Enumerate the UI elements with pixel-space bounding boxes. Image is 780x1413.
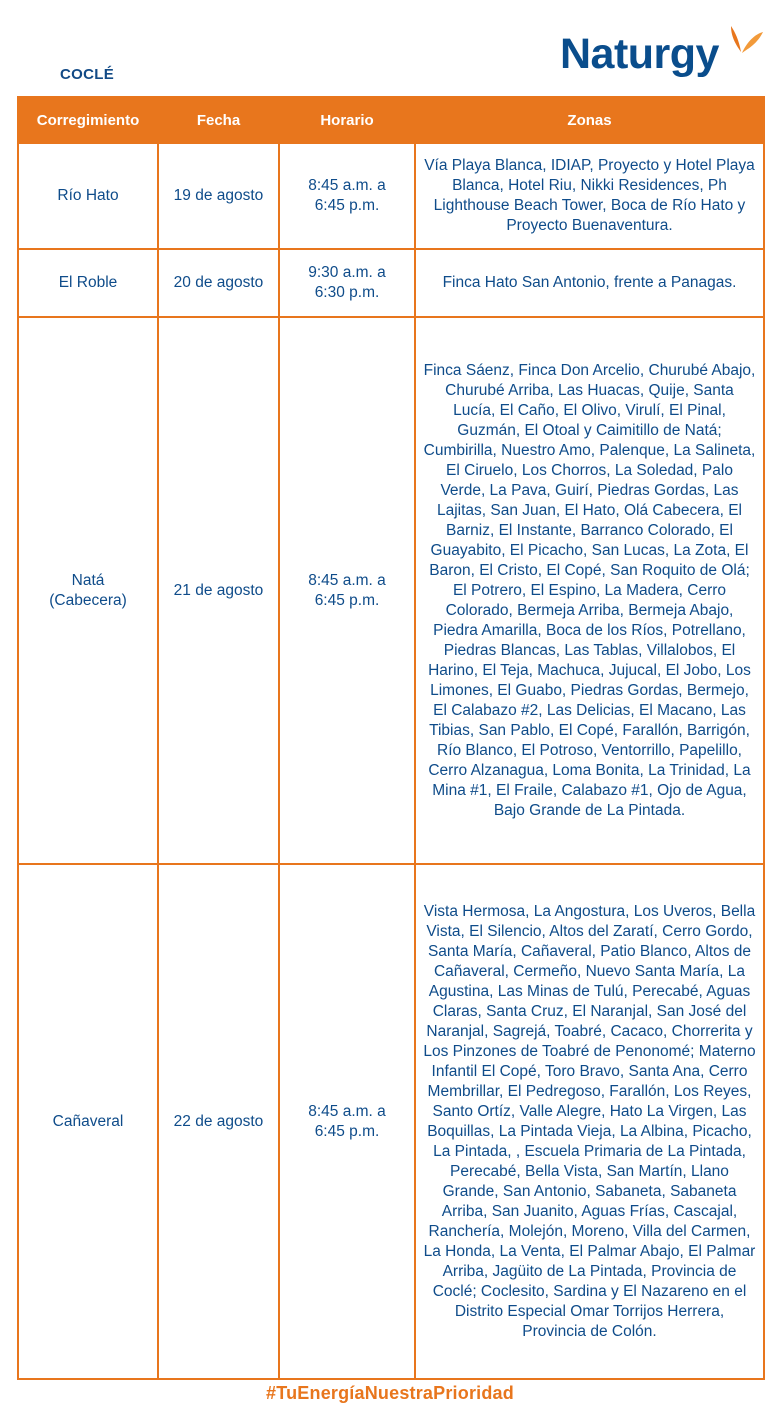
region-title: COCLÉ (60, 66, 114, 83)
cell-horario: 8:45 a.m. a 6:45 p.m. (279, 317, 415, 864)
butterfly-icon (725, 22, 765, 62)
cell-corregimiento: Natá (Cabecera) (18, 317, 158, 864)
cell-fecha: 19 de agosto (158, 143, 279, 249)
header-zonas: Zonas (415, 97, 764, 143)
table-row (18, 249, 764, 317)
cell-zonas: Finca Sáenz, Finca Don Arcelio, Churubé Abajo, Churubé Arriba, Las Huacas, Quije, Santa Lucía, El Caño, El Olivo, Virulí, El Pinal, Guzmán, El Otoal y Caimitillo de Natá; Cumbirilla, Nuestro Amo, Palenque, La Salineta, El Ciruelo, Los Chorros, La Soledad, Palo Verde, La Pava, Guirí, Piedras Gordas, Las Lajitas, San Juan, El Hato, Olá Cabecera, El Barniz, El Instante, Barranco Colorado, El Guayabito, El Picacho, San Lucas, La Zota, El Baron, El Cristo, El Copé, San Roquito de Olá; El Potrero, El Espino, La Madera, Cerro Colorado, Bermeja Arriba, Bermeja Abajo, Piedra Amarilla, Boca de los Ríos, Potrellano, Piedras Blancas, Las Tablas, Villalobos, El Harino, El Teja, Machuca, Jujucal, El Jobo, Los Limones, El Guabo, Piedras Gordas, Bermejo, El Calabazo #2, Las Delicias, El Macano, Las Tibias, San Pablo, El Copé, Farallón, Barrigón, Río Blanco, El Potroso, Ventorrillo, Papelillo, Cerro Alzanagua, Loma Bonita, La Trinidad, La Mina #1, El Fraile, Calabazo #1, Ojo de Agua, Bajo Grande de La Pintada. (415, 317, 764, 864)
cell-fecha: 21 de agosto (158, 317, 279, 864)
cell-corregimiento: Río Hato (18, 143, 158, 249)
table-row (18, 317, 764, 864)
cell-zonas: Finca Hato San Antonio, frente a Panagas. (415, 249, 764, 317)
schedule-table (17, 96, 765, 1380)
cell-fecha: 20 de agosto (158, 249, 279, 317)
table-row (18, 864, 764, 1379)
table-row (18, 143, 764, 249)
cell-corregimiento: Cañaveral (18, 864, 158, 1379)
brand-name: Naturgy (560, 30, 719, 78)
header-corregimiento: Corregimiento (18, 97, 158, 143)
cell-horario: 8:45 a.m. a 6:45 p.m. (279, 864, 415, 1379)
cell-zonas: Vista Hermosa, La Angostura, Los Uveros, Bella Vista, El Silencio, Altos del Zaratí, Cerro Gordo, Santa María, Cañaveral, Patio Blanco, Altos de Cañaveral, Cermeño, Nuevo Santa María, La Agustina, Las Minas de Tulú, Perecabé, Aguas Claras, Santa Cruz, El Naranjal, San José del Naranjal, Sagrejá, Toabré, Cacaco, Chorrerita y Los Pinzones de Toabré de Penonomé; Materno Infantil El Copé, Toro Bravo, Santa Ana, Cerro Membrillar, El Pedregoso, Farallón, Los Reyes, Santo Ortíz, Valle Alegre, Hato La Virgen, Las Boquillas, La Pintada Vieja, La Albina, Picacho, La Pintada, , Escuela Primaria de La Pintada, Perecabé, Bella Vista, San Martín, Llano Grande, San Antonio, Sabaneta, Sabaneta Arriba, San Juanito, Aguas Frías, Cascajal, Ranchería, Molejón, Moreno, Villa del Carmen, La Honda, La Venta, El Palmar Abajo, El Palmar Arriba, Jagüito de La Pintada, Provincia de Coclé; Coclesito, Sardina y El Nazareno en el Distrito Especial Omar Torrijos Herrera, Provincia de Colón. (415, 864, 764, 1379)
cell-fecha: 22 de agosto (158, 864, 279, 1379)
cell-corregimiento: El Roble (18, 249, 158, 317)
table-header-row (18, 97, 764, 143)
cell-horario: 9:30 a.m. a 6:30 p.m. (279, 249, 415, 317)
cell-zonas: Vía Playa Blanca, IDIAP, Proyecto y Hotel Playa Blanca, Hotel Riu, Nikki Residences, Ph Lighthouse Beach Tower, Boca de Río Hato y Proyecto Buenaventura. (415, 143, 764, 249)
header-horario: Horario (279, 97, 415, 143)
naturgy-logo (560, 22, 770, 84)
footer-hashtag: #TuEnergíaNuestraPrioridad (266, 1383, 514, 1403)
header-fecha: Fecha (158, 97, 279, 143)
cell-horario: 8:45 a.m. a 6:45 p.m. (279, 143, 415, 249)
